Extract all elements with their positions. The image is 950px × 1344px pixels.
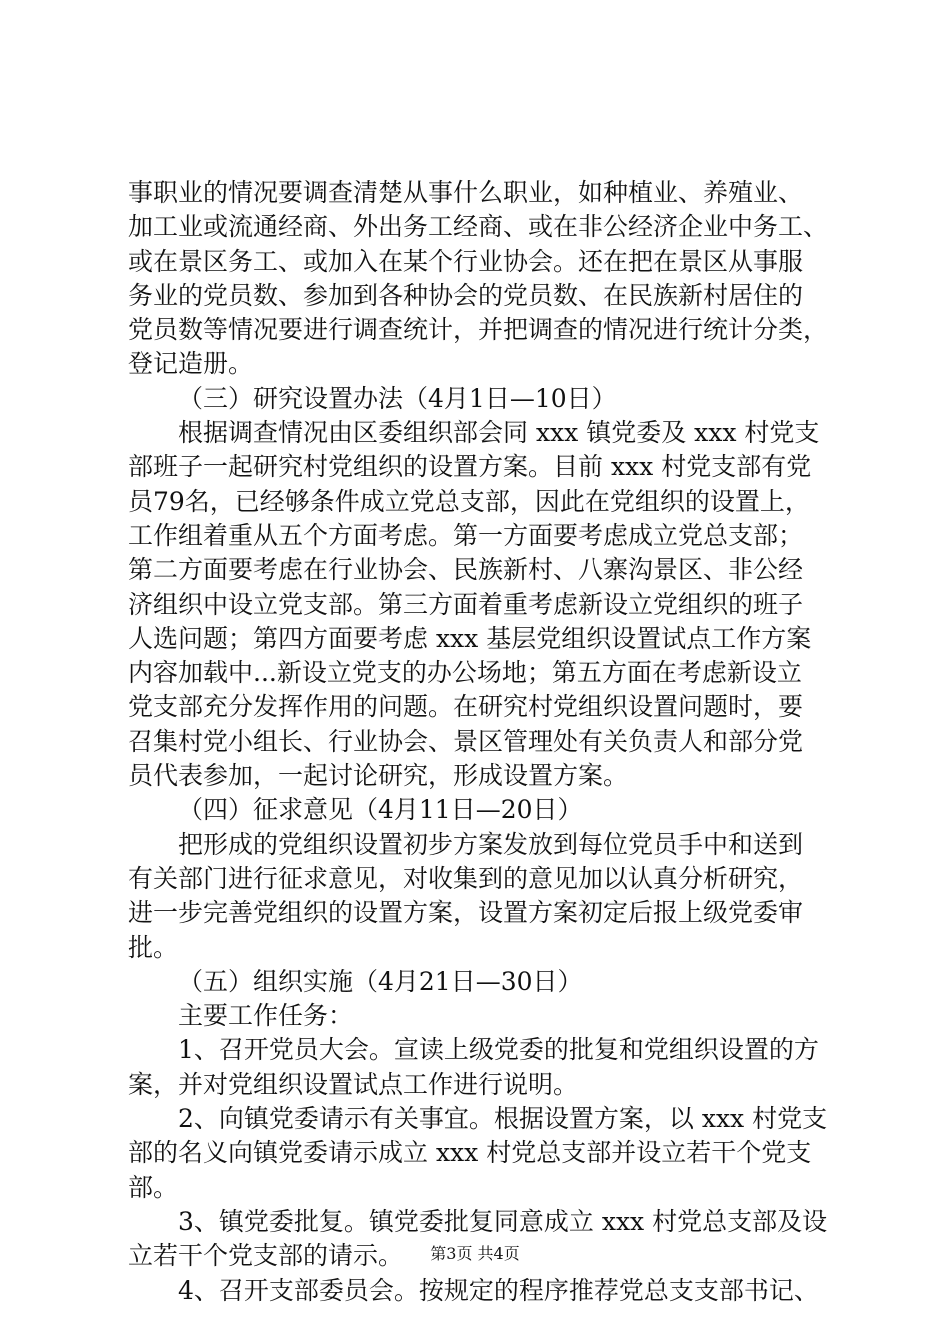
text-line: 案，并对党组织设置试点工作进行说明。 (128, 1069, 579, 1099)
text-line: 或在景区务工、或加入在某个行业协会。还在把在景区从事服 (128, 246, 804, 276)
text-line: 加工业或流通经商、外出务工经商、或在非公经济企业中务工、 (128, 212, 829, 242)
text-line: 批。 (128, 932, 179, 962)
text-line: 主要工作任务： (178, 1001, 354, 1031)
text-line: 4、召开支部委员会。按规定的程序推荐党总支支部书记、 (178, 1275, 819, 1305)
text-line: 3、镇党委批复。镇党委批复同意成立 xxx 村党总支部及设 (178, 1206, 828, 1236)
text-line: 召集村党小组长、行业协会、景区管理处有关负责人和部分党 (128, 726, 804, 756)
text-line: 把形成的党组织设置初步方案发放到每位党员手中和送到 (178, 829, 804, 859)
text-line: 工作组着重从五个方面考虑。第一方面要考虑成立党总支部； (128, 520, 804, 550)
text-line: 内容加载中...新设立党支的办公场地；第五方面在考虑新设立 (128, 658, 802, 688)
text-line: 党支部充分发挥作用的问题。在研究村党组织设置问题时，要 (128, 692, 804, 722)
text-line: 事职业的情况要调查清楚从事什么职业，如种植业、养殖业、 (128, 178, 804, 207)
text-line: 进一步完善党组织的设置方案，设置方案初定后报上级党委审 (128, 898, 804, 928)
text-line: 部班子一起研究村党组织的设置方案。目前 xxx 村党支部有党 (128, 452, 812, 482)
section-heading: （五）组织实施（4月21日—30日） (178, 966, 583, 996)
page-footer: 第3页 共4页 (430, 1244, 520, 1263)
text-line: 部。 (128, 1172, 179, 1202)
text-line: 有关部门进行征求意见，对收集到的意见加以认真分析研究， (128, 863, 804, 893)
text-line: 济组织中设立党支部。第三方面着重考虑新设立党组织的班子 (128, 589, 804, 619)
text-line: 党员数等情况要进行调查统计，并把调查的情况进行统计分类， (128, 315, 829, 345)
text-line: 立若干个党支部的请示。 (128, 1241, 404, 1271)
text-line: 务业的党员数、参加到各种协会的党员数、在民族新村居住的 (128, 280, 804, 310)
section-heading: （四）征求意见（4月11日—20日） (178, 795, 583, 825)
text-line: 2、向镇党委请示有关事宜。根据设置方案，以 xxx 村党支 (178, 1104, 828, 1134)
text-line: 登记造册。 (128, 349, 254, 379)
text-line: 员79名，已经够条件成立党总支部，因此在党组织的设置上， (128, 486, 810, 516)
text-line: 1、召开党员大会。宣读上级党委的批复和党组织设置的方 (178, 1035, 819, 1065)
text-line: 部的名义向镇党委请示成立 xxx 村党总支部并设立若干个党支 (128, 1138, 812, 1168)
section-heading: （三）研究设置办法（4月1日—10日） (178, 383, 617, 413)
document-body (128, 176, 838, 1308)
text-line: 人选问题；第四方面要考虑 xxx 基层党组织设置试点工作方案 (128, 623, 812, 653)
text-line: 第二方面要考虑在行业协会、民族新村、八寨沟景区、非公经 (128, 555, 804, 585)
text-line: 根据调查情况由区委组织部会同 xxx 镇党委及 xxx 村党支 (178, 418, 820, 448)
text-line: 员代表参加，一起讨论研究，形成设置方案。 (128, 761, 629, 791)
